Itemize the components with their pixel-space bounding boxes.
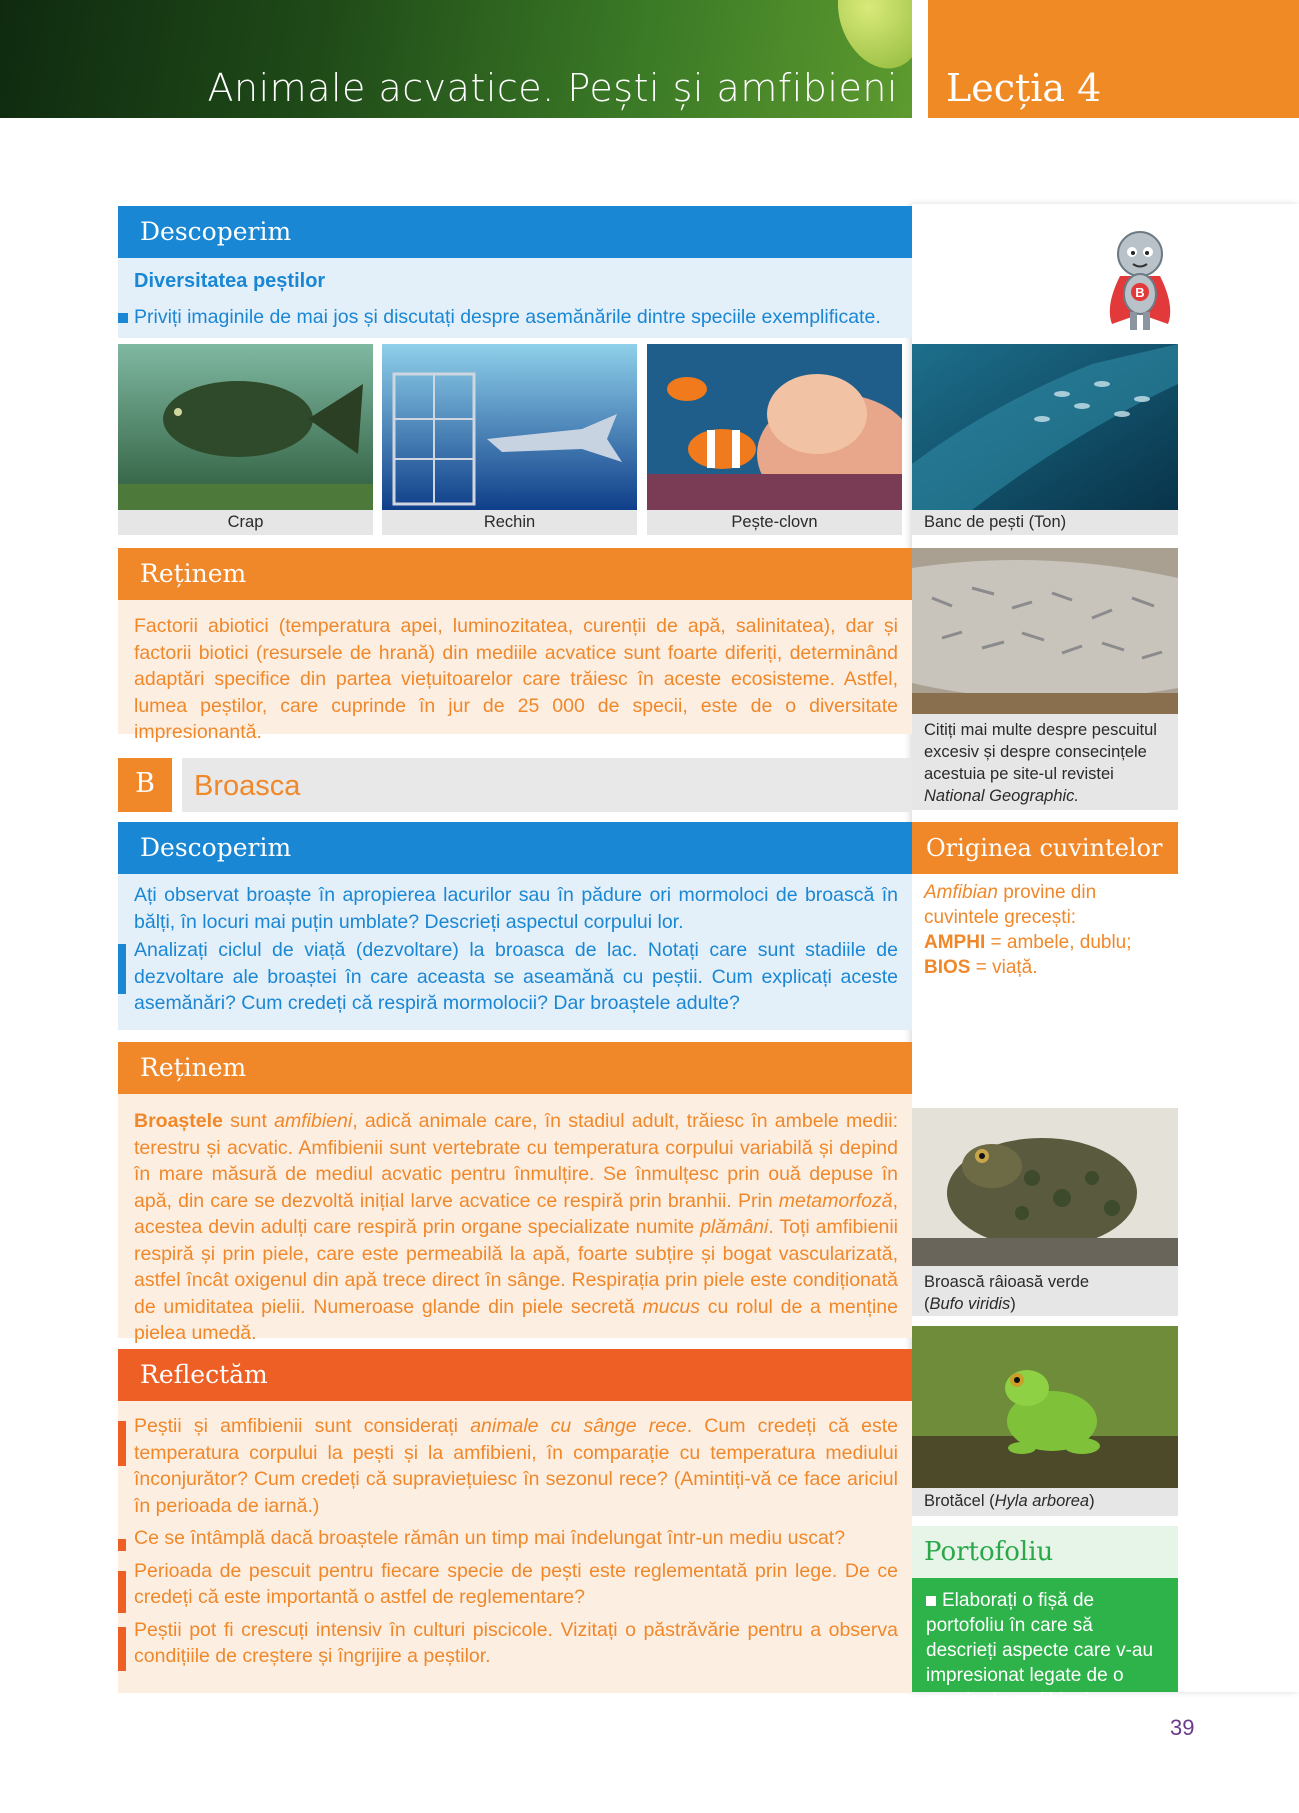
photo-rechin	[382, 344, 637, 510]
photo-broasca-raioasa	[912, 1108, 1178, 1266]
section-title-broasca: Broasca	[182, 758, 912, 812]
bullet-square-icon	[118, 313, 128, 323]
photo-crap	[118, 344, 373, 510]
caption-rechin: Rechin	[382, 510, 637, 535]
portofoliu-body: Elaborați o fișă de portofoliu în care să descrieți aspecte care v-au impresionat legate de o specie de amfibieni.	[912, 1578, 1178, 1692]
retinem-2-header: Reținem	[118, 1042, 912, 1094]
reflectam-body	[118, 1401, 912, 1693]
red-bullet-bar	[118, 1627, 126, 1671]
photo-banc-de-pesti	[912, 344, 1178, 510]
section-letter-badge: B	[118, 758, 172, 812]
reflectam-q4: Peștii pot fi crescuți intensiv în culturi piscicole. Vizitați o păstrăvărie pentru a observa condițiile de creștere și îngrijire a peștilor.	[134, 1618, 898, 1667]
descoperim-2-header: Descoperim	[118, 822, 912, 874]
caption-pescuit: Citiți mai multe despre pescuitul excesiv și despre consecințele acestuia pe site-ul revistei National Geographic.	[912, 714, 1178, 810]
red-bullet-bar	[118, 1421, 126, 1466]
red-bullet-bar	[118, 1539, 126, 1551]
origine-header: Originea cuvintelor	[912, 822, 1178, 874]
red-bullet-bar	[118, 1571, 126, 1613]
mascot-letter: B	[1135, 285, 1145, 300]
retinem-header: Reținem	[118, 548, 912, 600]
portofoliu-header: Portofoliu	[912, 1526, 1178, 1578]
retinem-text: Factorii abiotici (temperatura apei, luminozitatea, curenții de apă, salinitatea), dar și factorii biotici (resursele de hrană) din mediile acvatice sunt foarte diferiți, determinând adaptări specifice din partea viețuitoarelor care trăiesc în aceste ecosisteme. Astfel, lumea peștilor, care cuprinde în jur de 25 000 de specii, este de o diversitate impresionantă.	[118, 600, 912, 734]
reflectam-q2: Ce se întâmplă dacă broaștele rămân un timp mai îndelungat într-un mediu uscat?	[134, 1527, 846, 1549]
photo-pescuit	[912, 548, 1178, 714]
lesson-label: Lecția 4	[946, 66, 1102, 110]
descoperim-2-p2: Analizați ciclul de viață (dezvoltare) la broasca de lac. Notați care sunt stadiile de dezvoltare ale broaștei în care aceasta se aseamănă cu peștii. Cum explicați aceste asemănări? Cum credeți că respiră mormolocii? Dar broaștele adulte?	[134, 939, 898, 1014]
caption-broasca-raioasa: Broască râioasă verde (Bufo viridis)	[912, 1266, 1178, 1316]
blue-bullet-bar	[118, 944, 126, 994]
diversity-instruction: Priviți imaginile de mai jos și discutați despre asemănările dintre speciile exemplificate.	[118, 304, 912, 331]
diversity-subtitle: Diversitatea peștilor	[134, 270, 326, 292]
lesson-banner	[928, 0, 1299, 118]
descoperim-header: Descoperim	[118, 206, 912, 258]
reflectam-q1: Peștii și amfibienii sunt considerați animale cu sânge rece. Cum credeți că este temperatura corpului la pești și la amfibieni, în comparație cu temperatura mediului înconjurător? Cum credeți că supraviețuiesc în sezonul rece? (Amintiți-vă ce face ariciul în perioada de iarnă.)	[134, 1415, 898, 1517]
header-banner	[0, 0, 912, 118]
reflectam-header: Reflectăm	[118, 1349, 912, 1401]
caption-crap: Crap	[118, 510, 373, 535]
reflectam-q3: Perioada de pescuit pentru fiecare specie de pești este reglementată prin lege. De ce credeți că este importantă o astfel de reglementare?	[134, 1559, 898, 1608]
photo-peste-clovn	[647, 344, 902, 510]
caption-brotacel: Brotăcel (Hyla arborea)	[912, 1488, 1178, 1516]
caption-peste-clovn: Pește-clovn	[647, 510, 902, 535]
page-title: Animale acvatice. Pești și amfibieni	[207, 66, 898, 110]
bullet-square-icon	[926, 1596, 936, 1606]
origine-body: Amfibian provine din cuvintele grecești: AMPHI = ambele, dublu; BIOS = viață.	[924, 882, 1132, 978]
page-number: 39	[1170, 1715, 1195, 1740]
descoperim-2-body	[118, 874, 912, 1030]
mascot-icon	[1100, 226, 1180, 344]
retinem-2-text: Broaștele sunt amfibieni, adică animale care, în stadiul adult, trăiesc în ambele medii: terestru și acvatic. Amfibienii sunt vertebrate cu temperatura corpului variabilă și depind în mare măsură de mediul acvatic pentru înmulțire. Se înmulțesc prin ouă depuse în apă, din care se dezvoltă inițial larve acvatice ce respiră prin branhii. Prin metamorfoză, acestea devin adulți care respiră prin organe specializate numite plămâni. Toți amfibienii respiră și prin piele, care este permeabilă la apă, foarte subțire și bogat vascularizată, astfel încât oxigenul din apă trece direct în sânge. Respirația prin piele este condiționată de umiditatea pielii. Numeroase glande din piele secretă mucus cu rolul de a menține pielea umedă.	[118, 1094, 912, 1338]
descoperim-2-p1: Ați observat broaște în apropierea lacurilor sau în pădure ori mormoloci de broască în bălți, în locuri mai puțin umblate? Descrieți aspectul corpului lor.	[134, 884, 898, 933]
photo-brotacel	[912, 1326, 1178, 1488]
caption-banc-de-pesti: Banc de pești (Ton)	[912, 510, 1178, 535]
